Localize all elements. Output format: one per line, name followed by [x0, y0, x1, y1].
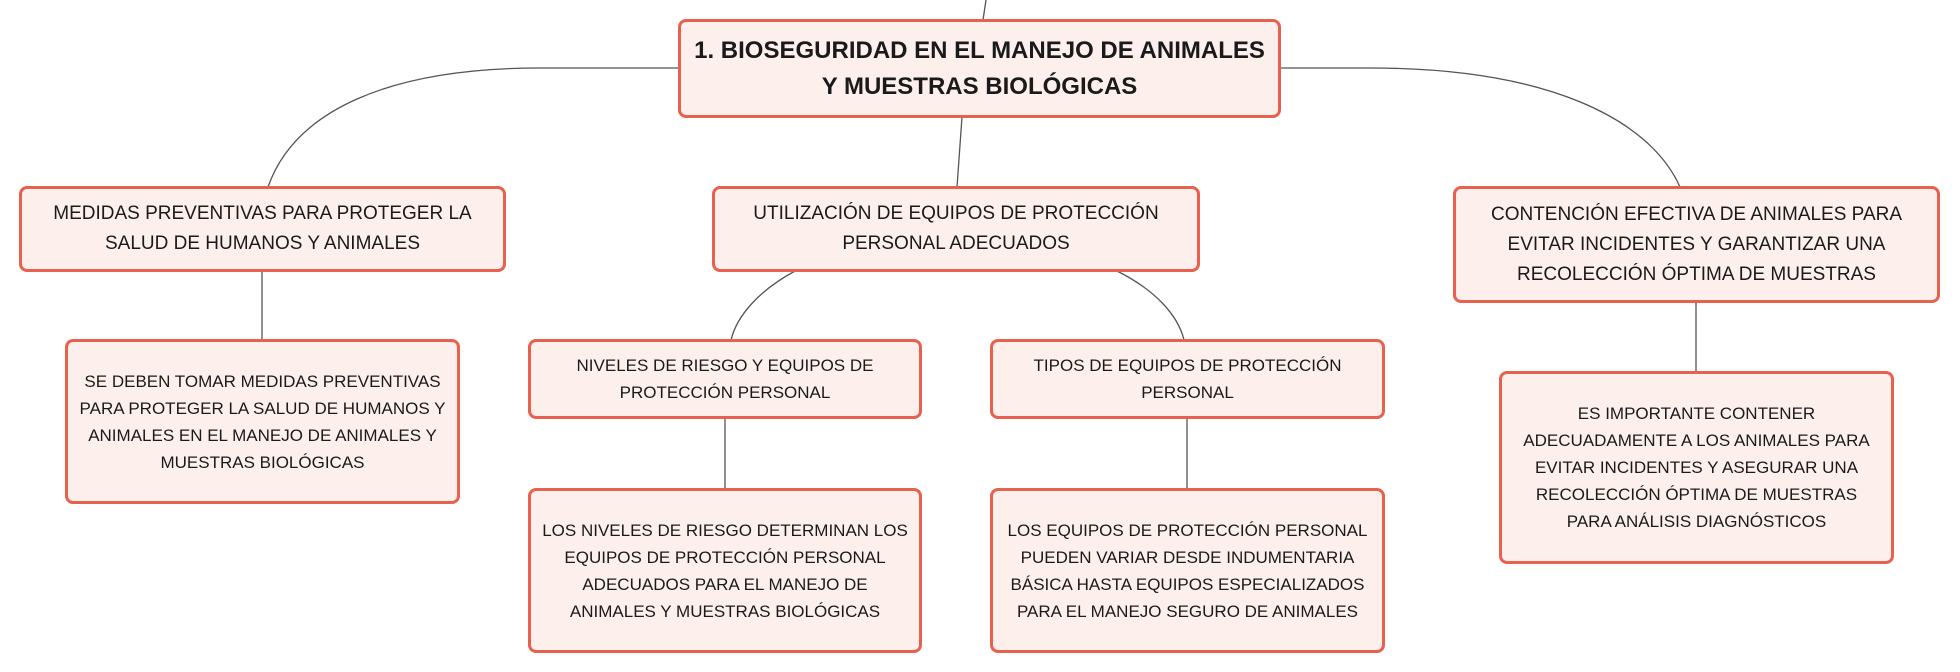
- topic-label-protective-equipment: UTILIZACIÓN DE EQUIPOS DE PROTECCIÓN PERSONAL ADECUADOS: [753, 203, 1159, 254]
- detail-node-animal-containment[interactable]: [1499, 371, 1894, 564]
- subtopic-node-risk-levels[interactable]: [528, 339, 922, 419]
- detail-label-risk-levels: LOS NIVELES DE RIESGO DETERMINAN LOS EQUIPOS DE PROTECCIÓN PERSONAL ADECUADOS PARA EL MANEJO DE ANIMALES Y MUESTRAS BIOLÓGICAS: [542, 520, 908, 621]
- connector-equipment-to-types: [1117, 271, 1184, 340]
- detail-node-equipment-types[interactable]: [990, 488, 1385, 653]
- detail-label-equipment-types: LOS EQUIPOS DE PROTECCIÓN PERSONAL PUEDEN VARIAR DESDE INDUMENTARIA BÁSICA HASTA EQUIPOS ESPECIALIZADOS PARA EL MANEJO SEGURO DE ANIMALES: [1007, 520, 1368, 621]
- subtopic-label-equipment-types: TIPOS DE EQUIPOS DE PROTECCIÓN PERSONAL: [1033, 356, 1342, 402]
- connector-root-to-preventive: [268, 68, 680, 187]
- root-topic-node[interactable]: [678, 19, 1281, 118]
- topic-label-preventive-measures: MEDIDAS PREVENTIVAS PARA PROTEGER LA SALUD DE HUMANOS Y ANIMALES: [53, 203, 472, 254]
- detail-node-preventive-measures[interactable]: [65, 339, 460, 504]
- subtopic-label-risk-levels: NIVELES DE RIESGO Y EQUIPOS DE PROTECCIÓN PERSONAL: [576, 356, 874, 402]
- detail-label-animal-containment: ES IMPORTANTE CONTENER ADECUADAMENTE A LOS ANIMALES PARA EVITAR INCIDENTES Y ASEGURAR UNA RECOLECCIÓN ÓPTIMA DE MUESTRAS PARA ANÁLISIS DIAGNÓSTICOS: [1523, 404, 1870, 531]
- topic-node-animal-containment[interactable]: [1453, 186, 1940, 303]
- detail-label-preventive-measures: SE DEBEN TOMAR MEDIDAS PREVENTIVAS PARA PROTEGER LA SALUD DE HUMANOS Y ANIMALES EN EL MANEJO DE ANIMALES Y MUESTRAS BIOLÓGICAS: [79, 371, 446, 472]
- topic-node-protective-equipment[interactable]: [712, 186, 1200, 272]
- connector-parent: [983, 0, 986, 20]
- connector-root-to-equipment: [957, 117, 962, 187]
- subtopic-node-equipment-types[interactable]: [990, 339, 1385, 419]
- detail-node-risk-levels[interactable]: [528, 488, 922, 653]
- connector-equipment-to-risk: [731, 271, 795, 340]
- root-topic-label: 1. BIOSEGURIDAD EN EL MANEJO DE ANIMALES Y MUESTRAS BIOLÓGICAS: [694, 36, 1265, 100]
- topic-label-animal-containment: CONTENCIÓN EFECTIVA DE ANIMALES PARA EVITAR INCIDENTES Y GARANTIZAR UNA RECOLECCIÓN ÓPTIMA DE MUESTRAS: [1490, 203, 1903, 285]
- topic-node-preventive-measures[interactable]: [19, 186, 506, 272]
- connector-root-to-containment: [1280, 68, 1680, 187]
